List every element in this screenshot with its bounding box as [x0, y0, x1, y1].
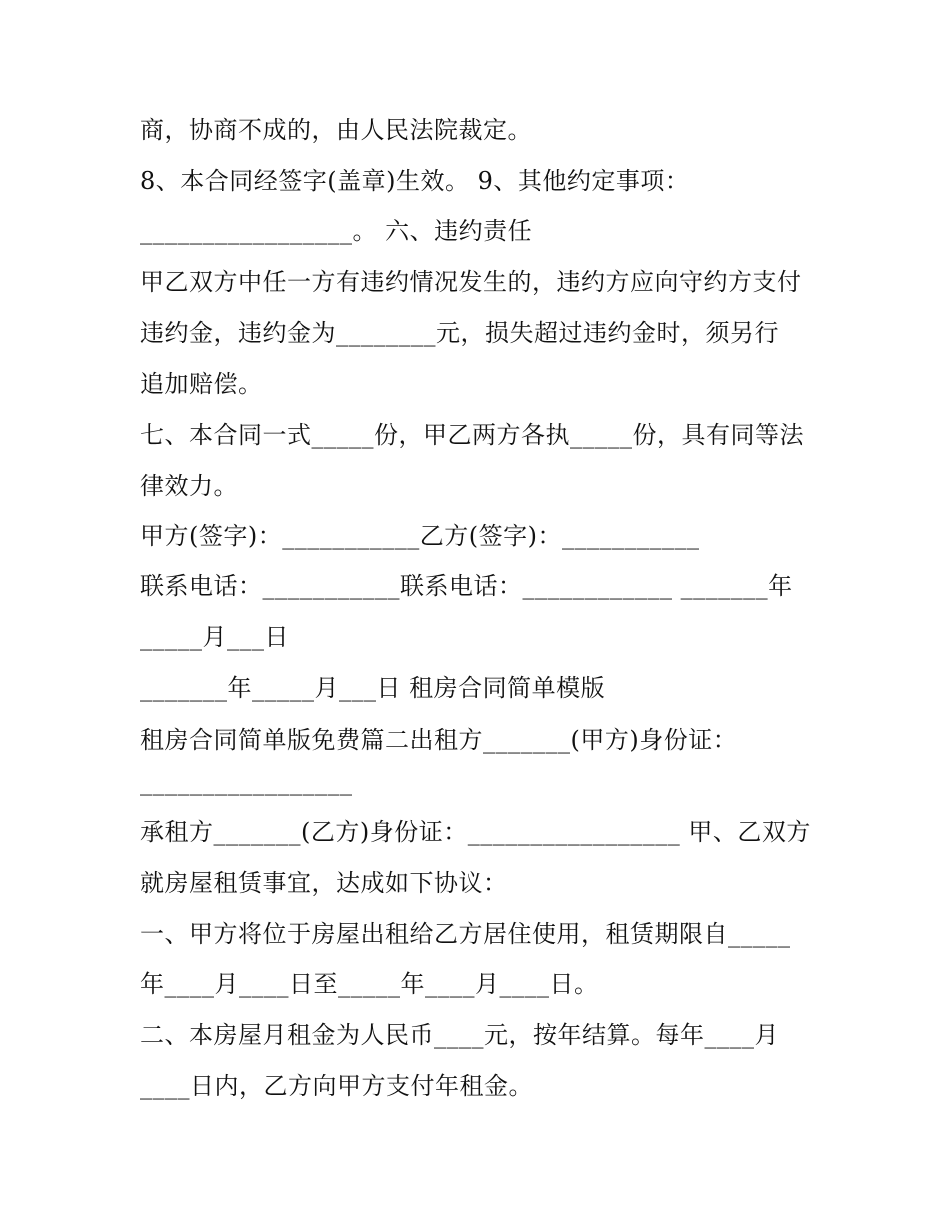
- text-line: 联系电话：___________联系电话：____________ _______年: [140, 572, 793, 600]
- text-line: 商，协商不成的，由人民法院裁定。: [140, 116, 532, 144]
- text-line: _______年_____月___日 租房合同简单模版: [140, 674, 606, 702]
- text-line: 追加赔偿。: [140, 370, 263, 398]
- text-line: 七、本合同一式_____份，甲乙两方各执_____份，具有同等法: [140, 421, 804, 449]
- text-line: ____日内，乙方向甲方支付年租金。: [140, 1072, 533, 1100]
- text-line: 租房合同简单版免费篇二出租方_______(甲方)身份证：: [140, 726, 738, 754]
- text-line: _________________。 六、违约责任: [140, 217, 533, 245]
- text-line: 就房屋租赁事宜，达成如下协议：: [140, 869, 508, 897]
- text-line: 年____月____日至_____年____月____日。: [140, 970, 599, 998]
- text-line: 二、本房屋月租金为人民币____元，按年结算。每年____月: [140, 1021, 779, 1049]
- text-line: 甲乙双方中任一方有违约情况发生的，违约方应向守约方支付: [140, 268, 802, 296]
- text-line: _____月___日: [140, 623, 289, 651]
- text-line: 违约金，违约金为________元，损失超过违约金时，须另行: [140, 319, 779, 347]
- text-line: 律效力。: [140, 472, 238, 500]
- text-line: 8、本合同经签字(盖章)生效。 9、其他约定事项：: [140, 167, 690, 195]
- text-line: 承租方_______(乙方)身份证：_________________ 甲、乙双方: [140, 818, 811, 846]
- text-line: 甲方(签字)：___________乙方(签字)：___________: [140, 522, 700, 550]
- text-line: 一、甲方将位于房屋出租给乙方居住使用，租赁期限自_____: [140, 920, 791, 948]
- text-line: _________________: [140, 768, 353, 796]
